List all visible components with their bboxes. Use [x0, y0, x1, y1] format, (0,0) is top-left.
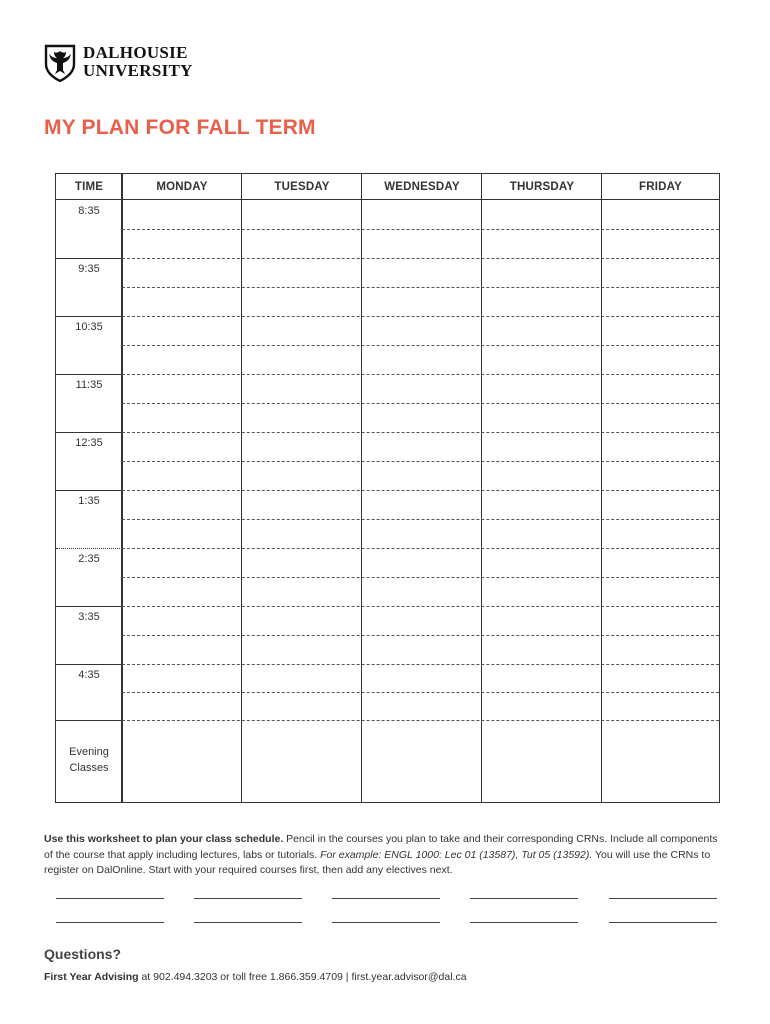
time-row-divider	[56, 720, 122, 721]
evening-label-line-1: Evening	[69, 746, 109, 758]
time-label: 2:35	[78, 553, 100, 565]
time-label: 1:35	[78, 495, 100, 507]
header-thursday: THURSDAY	[509, 181, 575, 193]
logo-text	[83, 44, 193, 80]
hour-line	[122, 258, 719, 259]
hour-line	[122, 606, 719, 607]
crn-blank-line[interactable]	[609, 922, 717, 923]
questions-heading: Questions?	[44, 946, 122, 962]
time-label: 10:35	[75, 321, 103, 333]
time-row-divider	[56, 432, 122, 433]
instructions-body: Pencil in the courses you plan to take and their corresponding CRNs. Include all components of the course that apply including lectures, labs or tutorials.	[44, 833, 718, 861]
crn-blank-line[interactable]	[194, 922, 302, 923]
contact-details: at 902.494.3203 or toll free 1.866.359.4709 | first.year.advisor@dal.ca	[138, 971, 467, 983]
column-divider	[241, 174, 242, 802]
evening-classes-label	[56, 744, 122, 776]
hour-line	[122, 548, 719, 549]
half-hour-line	[122, 577, 719, 578]
time-row-divider	[56, 258, 122, 259]
half-hour-line	[122, 229, 719, 230]
hour-line	[122, 490, 719, 491]
time-label: 9:35	[78, 263, 100, 275]
half-hour-line	[122, 692, 719, 693]
crn-blank-line[interactable]	[332, 922, 440, 923]
time-row-divider	[56, 606, 122, 607]
header-tuesday: TUESDAY	[274, 181, 330, 193]
crn-blank-line[interactable]	[194, 898, 302, 899]
header-wednesday: WEDNESDAY	[384, 181, 460, 193]
column-divider	[361, 174, 362, 802]
page-title: MY PLAN FOR FALL TERM	[44, 116, 316, 139]
header-time: TIME	[74, 181, 104, 193]
time-row-divider	[56, 548, 122, 549]
hour-line	[122, 720, 719, 721]
crn-blank-line[interactable]	[470, 922, 578, 923]
time-label: 8:35	[78, 205, 100, 217]
header-friday: FRIDAY	[639, 181, 682, 193]
hour-line	[122, 432, 719, 433]
time-row-divider	[56, 490, 122, 491]
header-monday: MONDAY	[156, 181, 208, 193]
header-divider	[56, 199, 719, 200]
half-hour-line	[122, 345, 719, 346]
hour-line	[122, 374, 719, 375]
instructions-body-2: You will use the CRNs to register on DalOnline. Start with your required courses first, then add any electives next.	[44, 848, 711, 876]
time-row-divider	[56, 316, 122, 317]
time-label: 11:35	[75, 379, 103, 391]
half-hour-line	[122, 461, 719, 462]
crn-blank-line[interactable]	[609, 898, 717, 899]
crn-blank-line[interactable]	[56, 898, 164, 899]
contact-org: First Year Advising	[44, 971, 139, 983]
crn-blank-line[interactable]	[470, 898, 578, 899]
half-hour-line	[122, 287, 719, 288]
time-row-divider	[56, 374, 122, 375]
schedule-grid	[55, 173, 720, 803]
evening-label-line-2: Classes	[69, 762, 109, 774]
contact-info	[44, 971, 467, 983]
time-label: 12:35	[75, 437, 103, 449]
crn-blank-line[interactable]	[56, 922, 164, 923]
time-label: 3:35	[78, 611, 100, 623]
hour-line	[122, 664, 719, 665]
crest-icon	[44, 44, 76, 82]
instructions-example: For example: ENGL 1000: Lec 01 (13587), Tut 05 (13592).	[320, 848, 593, 861]
time-label: 4:35	[78, 669, 100, 681]
column-divider	[601, 174, 602, 802]
crn-blank-line[interactable]	[332, 898, 440, 899]
logo-line-1: DALHOUSIE	[83, 43, 188, 62]
university-logo	[44, 44, 204, 86]
logo-line-2: UNIVERSITY	[83, 61, 193, 80]
time-row-divider	[56, 664, 122, 665]
half-hour-line	[122, 519, 719, 520]
column-divider	[481, 174, 482, 802]
half-hour-line	[122, 635, 719, 636]
hour-line	[122, 316, 719, 317]
instructions-text	[44, 832, 724, 879]
instructions-bold: Use this worksheet to plan your class schedule.	[44, 833, 284, 845]
half-hour-line	[122, 403, 719, 404]
